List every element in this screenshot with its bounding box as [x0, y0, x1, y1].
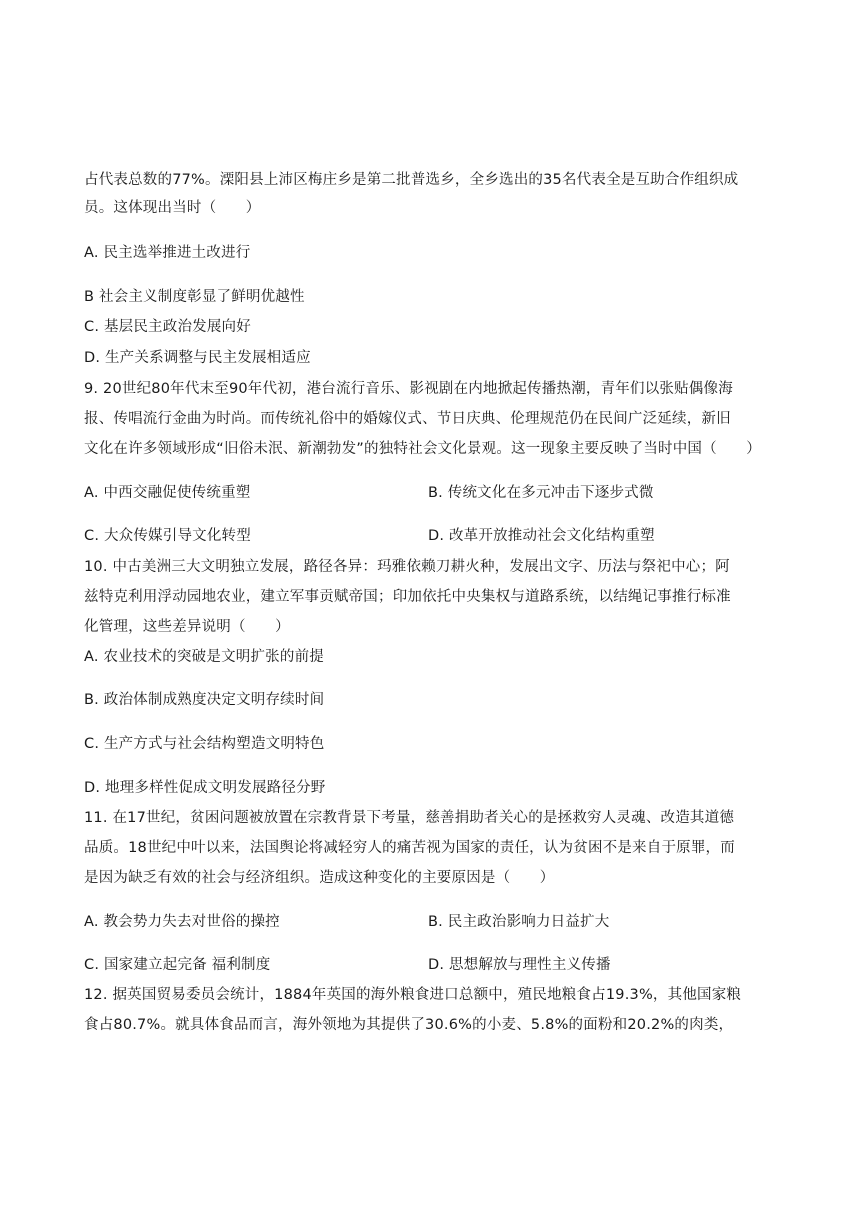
- q12-stem-line-2: 食占80.7%。就具体食品而言，海外领地为其提供了30.6%的小麦、5.8%的面粉和20.2%的肉类，: [84, 1017, 734, 1033]
- q11-stem-line-3: 是因为缺乏有效的社会与经济组织。造成这种变化的主要原因是（ ）: [84, 870, 555, 886]
- q8-option-d: D. 生产关系调整与民主发展相适应: [84, 350, 311, 366]
- q11-stem-line-1: 11. 在17世纪，贫困问题被放置在宗教背景下考量，慈善捐助者关心的是拯救穷人灵魂、改造其道德: [84, 810, 735, 826]
- q9-option-b: B. 传统文化在多元冲击下逐步式微: [428, 485, 654, 501]
- q9-stem-line-3: 文化在许多领域形成“旧俗未泯、新潮勃发”的独特社会文化景观。这一现象主要反映了当时中国（ ）: [84, 441, 761, 457]
- q10-option-b: B. 政治体制成熟度决定文明存续时间: [84, 692, 325, 708]
- q12-stem-line-1: 12. 据英国贸易委员会统计，1884年英国的海外粮食进口总额中，殖民地粮食占19.3%，其他国家粮: [84, 987, 742, 1003]
- q8-stem-line-1: 占代表总数的77%。溧阳县上沛区梅庄乡是第二批普选乡，全乡选出的35名代表全是互助合作组织成: [84, 172, 739, 188]
- q8-stem-line-2: 员。这体现出当时（ ）: [84, 200, 261, 216]
- q10-option-d: D. 地理多样性促成文明发展路径分野: [84, 780, 326, 796]
- q10-option-a: A. 农业技术的突破是文明扩张的前提: [84, 649, 324, 665]
- q10-stem-line-2: 兹特克利用浮动园地农业，建立军事贡赋帝国；印加依托中央集权与道路系统，以结绳记事推行标准: [84, 589, 731, 605]
- q9-option-a: A. 中西交融促使传统重塑: [84, 485, 251, 501]
- q11-option-b: B. 民主政治影响力日益扩大: [428, 914, 610, 930]
- q9-stem-line-2: 报、传唱流行金曲为时尚。而传统礼俗中的婚嫁仪式、节日庆典、伦理规范仍在民间广泛延续，新旧: [84, 411, 731, 427]
- q8-option-c: C. 基层民主政治发展向好: [84, 319, 251, 335]
- q11-option-d: D. 思想解放与理性主义传播: [428, 957, 611, 973]
- q10-stem-line-3: 化管理，这些差异说明（ ）: [84, 619, 290, 635]
- q10-stem-line-1: 10. 中古美洲三大文明独立发展，路径各异：玛雅依赖刀耕火种，发展出文字、历法与祭祀中心；阿: [84, 559, 730, 575]
- q11-stem-line-2: 品质。18世纪中叶以来，法国舆论将减轻穷人的痛苦视为国家的责任，认为贫困不是来自于原罪，而: [84, 840, 735, 856]
- q9-option-d: D. 改革开放推动社会文化结构重塑: [428, 528, 655, 544]
- q8-option-a: A. 民主选举推进土改进行: [84, 245, 251, 261]
- q10-option-c: C. 生产方式与社会结构塑造文明特色: [84, 736, 325, 752]
- q8-option-b: B 社会主义制度彰显了鲜明优越性: [84, 289, 305, 305]
- q11-option-a: A. 教会势力失去对世俗的操控: [84, 914, 280, 930]
- q9-stem-line-1: 9. 20世纪80年代末至90年代初，港台流行音乐、影视剧在内地掀起传播热潮，青年们以张贴偶像海: [84, 381, 733, 397]
- q9-option-c: C. 大众传媒引导文化转型: [84, 528, 251, 544]
- q11-option-c: C. 国家建立起完备 福利制度: [84, 957, 271, 973]
